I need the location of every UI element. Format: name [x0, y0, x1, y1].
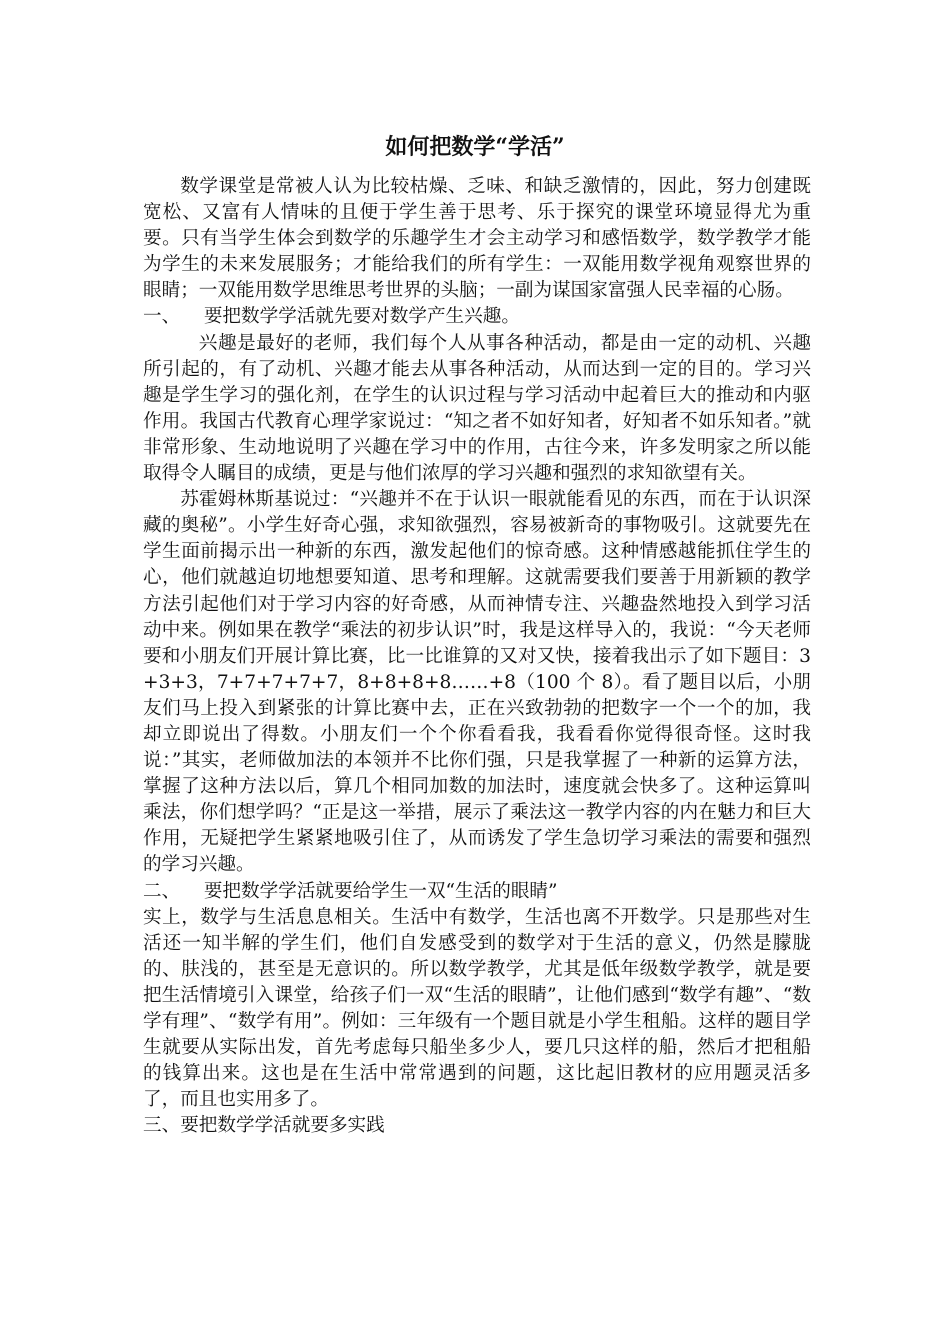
paragraph-life-eyes: 实上，数学与生活息息相关。生活中有数学，生活也离不开数学。只是那些对生活还一知半解的学生们，他们自发感受到的数学对于生活的意义，仍然是朦胧的、肤浅的，甚至是无意识的。所以数学教学，尤其是低年级数学教学，就是要把生活情境引入课堂，给孩子们一双“生活的眼睛”，让他们感到“数学有趣”、“数学有理”、“数学有用”。例如：三年级有一个题目就是小学生租船。这样的题目学生就要从实际出发，首先考虑每只船坐多少人，要几只这样的船，然后才把租船的钱算出来。这也是在生活中常常遇到的问题，这比起旧教材的应用题灵活多了，而且也实用多了。: [143, 906, 811, 1111]
paragraph-interest: 兴趣是最好的老师，我们每个人从事各种活动，都是由一定的动机、兴趣所引起的，有了动机、兴趣才能去从事各种活动，从而达到一定的目的。学习兴趣是学生学习的强化剂，在学生的认识过程与学习活动中起着巨大的推动和内驱作用。我国古代教育心理学家说过：“知之者不如好知者，好知者不如乐知者。”就非常形象、生动地说明了兴趣在学习中的作用，古往今来，许多发明家之所以能取得令人瞩目的成绩，更是与他们浓厚的学习兴趣和强烈的求知欲望有关。: [143, 332, 811, 485]
document-title: 如何把数学“学活”: [385, 134, 565, 160]
section-heading-1: 一、 要把数学学活就先要对数学产生兴趣。: [143, 306, 520, 328]
paragraph-sukhomlinsky: 苏霍姆林斯基说过：“兴趣并不在于认识一眼就能看见的东西，而在于认识深藏的奥秘”。小学生好奇心强，求知欲强烈，容易被新奇的事物吸引。这就要先在学生面前揭示出一种新的东西，激发起他们的惊奇感。这种情感越能抓住学生的心，他们就越迫切地想要知道、思考和理解。这就需要我们要善于用新颖的教学方法引起他们对于学习内容的好奇感，从而神情专注、兴趣盎然地投入到学习活动中来。例如果在教学“乘法的初步认识”时，我是这样导入的，我说：“今天老师要和小朋友们开展计算比赛，比一比谁算的又对又快，接着我出示了如下题目：3+3+3，7+7+7+7+7，8+8+8+8……+8（100 个 8）。看了题目以后，小朋友们马上投入到紧张的计算比赛中去，正在兴致勃勃的把数字一个一个的加，我却立即说出了得数。小朋友们一个个你看看我，我看看你觉得很奇怪。这时我说：”其实，老师做加法的本领并不比你们强，只是我掌握了一种新的运算方法，掌握了这种方法以后，算几个相同加数的加法时，速度就会快多了。这种运算叫乘法，你们想学吗？“正是这一举措，展示了乘法这一教学内容的内在魅力和巨大作用，无疑把学生紧紧地吸引住了，从而诱发了学生急切学习乘法的需要和强烈的学习兴趣。: [143, 489, 811, 876]
intro-paragraph: 数学课堂是常被人认为比较枯燥、乏味、和缺乏激情的，因此，努力创建既宽松、又富有人情味的且便于学生善于思考、乐于探究的课堂环境显得尤为重要。只有当学生体会到数学的乐趣学生才会主动学习和感悟数学，数学教学才能为学生的未来发展服务；才能给我们的所有学生：一双能用数学视角观察世界的眼睛；一双能用数学思维思考世界的头脑；一副为谋国家富强人民幸福的心肠。: [143, 176, 811, 302]
document-body: [143, 174, 811, 1139]
section-heading-3: 三、要把数学学活就要多实践: [143, 1115, 385, 1137]
section-heading-2: 二、 要把数学学活就要给学生一双“生活的眼睛”: [143, 880, 558, 902]
